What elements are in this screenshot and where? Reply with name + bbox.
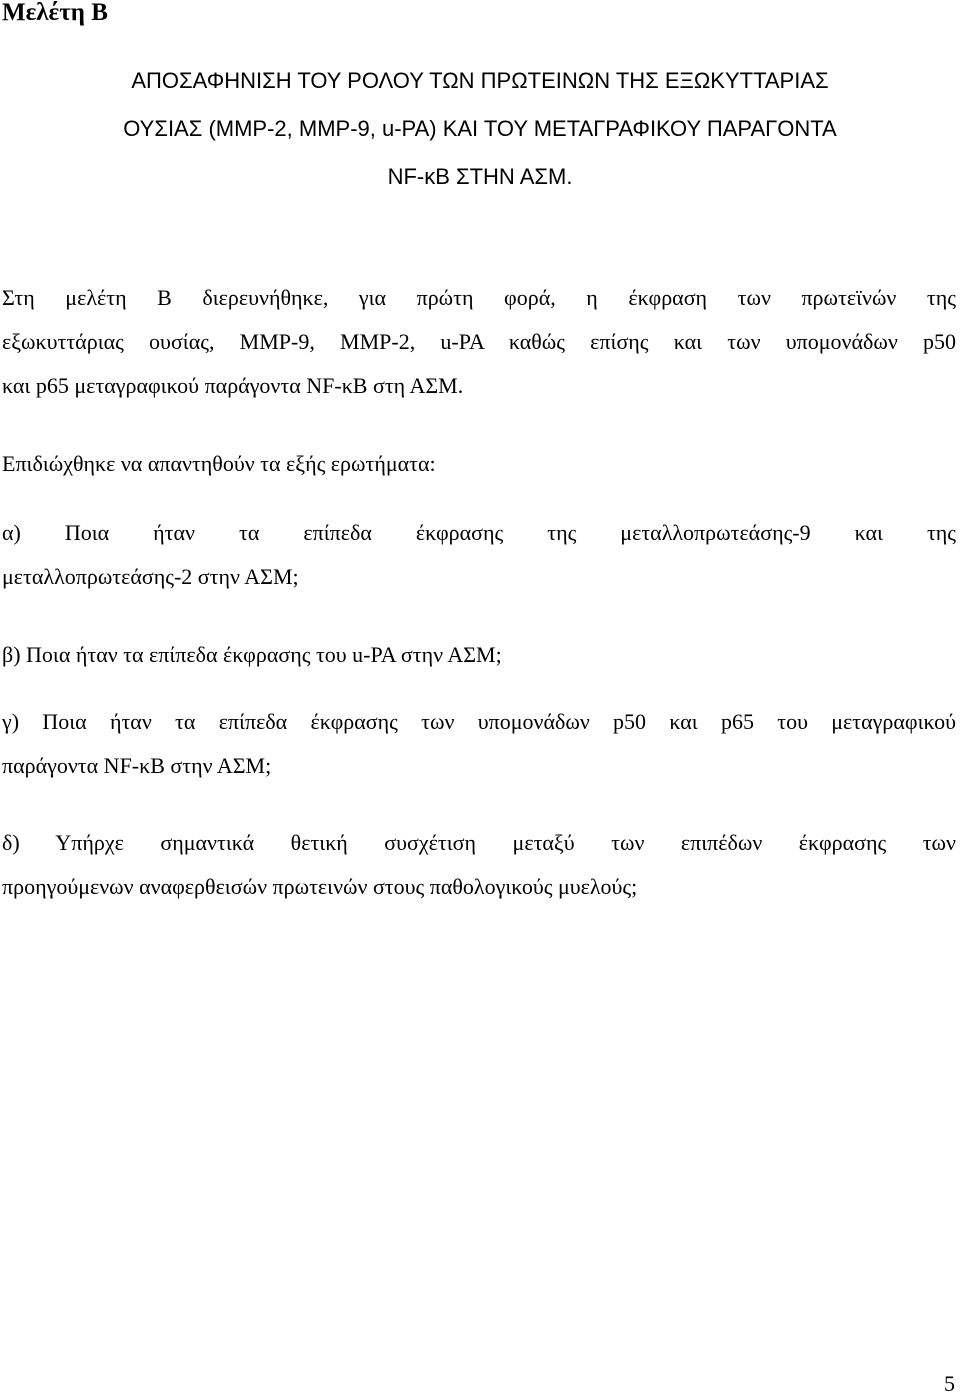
- question-a-line-2: μεταλλοπρωτεάσης-2 στην ΑΣΜ;: [2, 564, 299, 589]
- study-title-line-1: ΑΠΟΣΑΦΗΝΙΣΗ ΤΟΥ ΡΟΛΟΥ ΤΩΝ ΠΡΩΤΕΙΝΩΝ ΤΗΣ ΕΞΩΚΥΤΤΑΡΙΑΣ: [131, 68, 829, 93]
- question-c: [2, 700, 956, 788]
- section-heading: Μελέτη Β: [2, 0, 108, 26]
- study-title-line-2: ΟΥΣΙΑΣ (ΜΜΡ-2, ΜΜΡ-9, u-PA) ΚΑΙ ΤΟΥ ΜΕΤΑΓΡΑΦΙΚΟΥ ΠΑΡΑΓΟΝΤΑ: [123, 116, 837, 141]
- intro-line-2: εξωκυττάριας ουσίας, MMP-9, MMP-2, u-PA καθώς επίσης και των υπομονάδων p50: [2, 329, 956, 354]
- intro-line-1: Στη μελέτη Β διερευνήθηκε, για πρώτη φορά, η έκφραση των πρωτεϊνών της: [2, 285, 956, 310]
- question-d-line-2: προηγούμενων αναφερθεισών πρωτεινών στους παθολογικούς μυελούς;: [2, 874, 638, 899]
- question-d: [2, 821, 956, 909]
- page-number: 5: [944, 1371, 955, 1396]
- intro-paragraph: [2, 276, 956, 408]
- question-c-line-1: γ) Ποια ήταν τα επίπεδα έκφρασης των υπομονάδων p50 και p65 του μεταγραφικού: [2, 709, 956, 734]
- question-c-line-2: παράγοντα NF-κB στην ΑΣΜ;: [2, 753, 272, 778]
- question-a-line-1: α) Ποια ήταν τα επίπεδα έκφρασης της μεταλλοπρωτεάσης-9 και της: [2, 520, 956, 545]
- questions-intro: [2, 442, 956, 486]
- question-d-line-1: δ) Υπήρχε σημαντικά θετική συσχέτιση μεταξύ των επιπέδων έκφρασης των: [2, 830, 956, 855]
- study-title-line-3: NF-κB ΣΤΗΝ ΑΣΜ.: [387, 164, 573, 189]
- questions-intro-text: Επιδιώχθηκε να απαντηθούν τα εξής ερωτήματα:: [2, 451, 436, 476]
- intro-line-3: και p65 μεταγραφικού παράγοντα NF-κB στη ΑΣΜ.: [2, 373, 464, 398]
- question-b-text: β) Ποια ήταν τα επίπεδα έκφρασης του u-PA στην ΑΣΜ;: [2, 642, 502, 667]
- question-a: [2, 511, 956, 599]
- question-b: [2, 633, 956, 677]
